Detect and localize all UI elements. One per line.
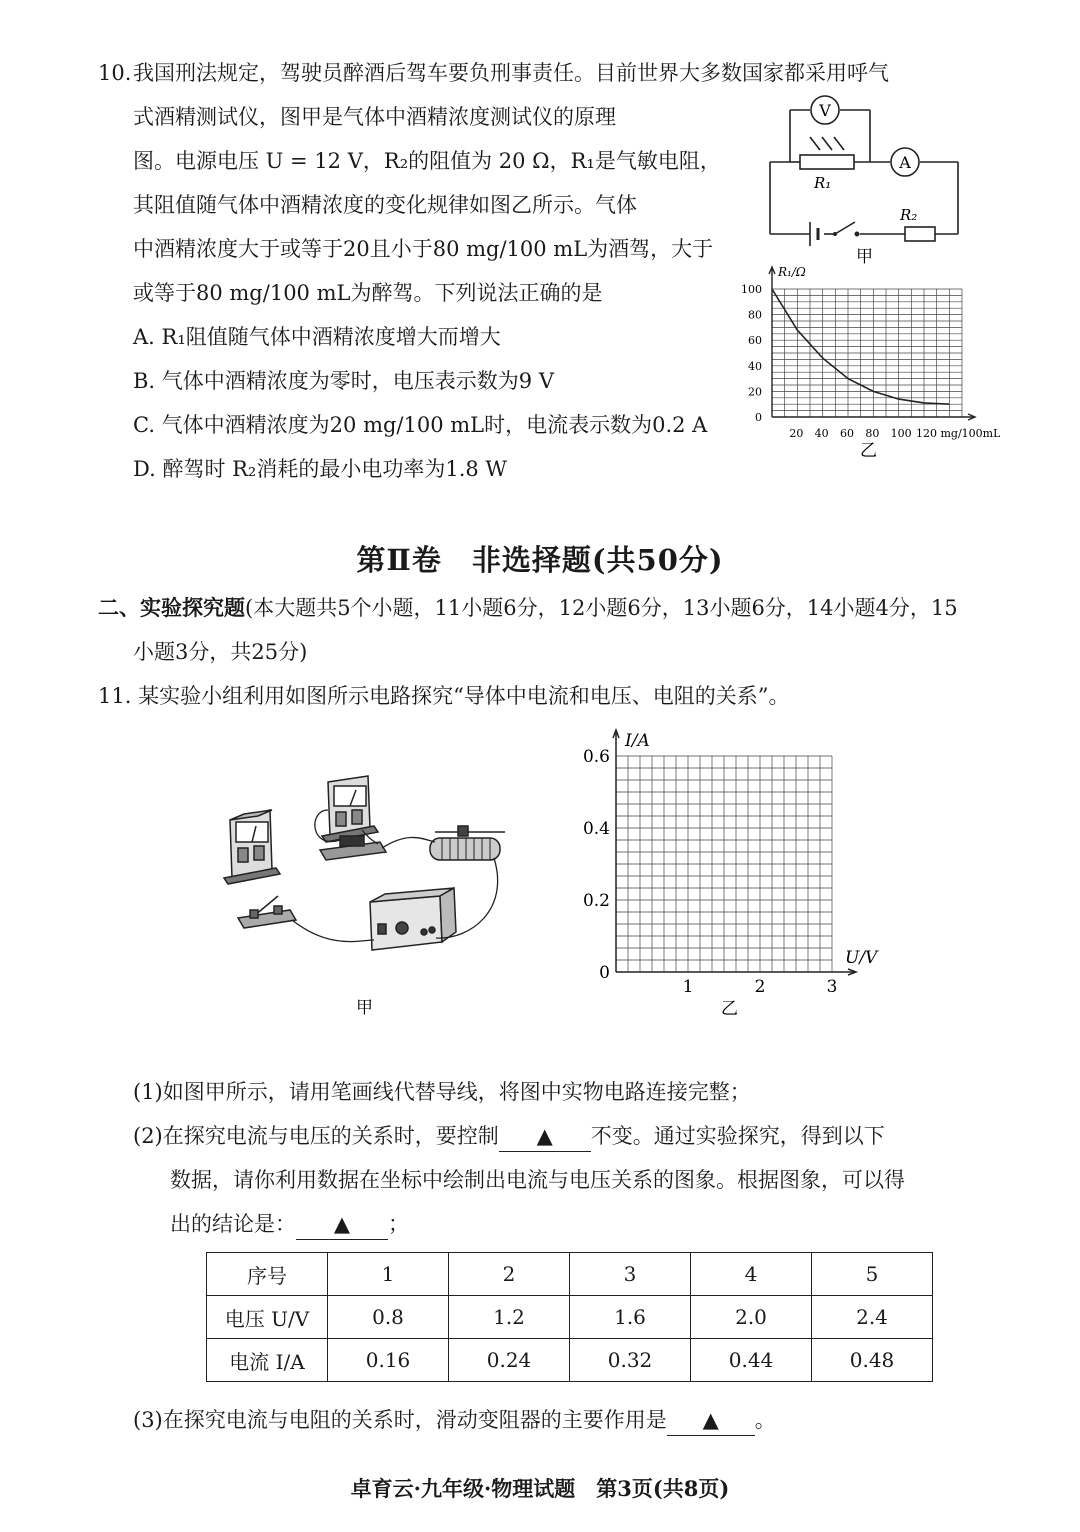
q11-part2-a: (2)在探究电流与电压的关系时，要控制 [133,1124,499,1148]
q10-option-c[interactable]: C. 气体中酒精浓度为20 mg/100 mL时，电流表示数为0.2 A [133,413,708,437]
table-cell: 电流 I/A [207,1339,328,1382]
table-header-row [207,1253,933,1296]
q10-line-4: 其阻值随气体中酒精浓度的变化规律如图乙所示。气体 [133,193,637,217]
q11-part2-line2: 数据，请你利用数据在坐标中绘制出电流与电压关系的图象。根据图象，可以得 [170,1168,905,1192]
ammeter-label: A [899,153,911,172]
q11-part2-line1 [133,1121,885,1152]
circuit-caption: 甲 [856,247,873,267]
r1-concentration-chart [730,262,1000,462]
table-cell: 2 [449,1253,570,1296]
table-cell: 5 [812,1253,933,1296]
r1-y-tick: 100 [741,283,762,296]
q11-blank-1[interactable]: ▲ [499,1121,591,1152]
r1-y-tick: 20 [748,385,762,399]
iu-y-tick: 0.6 [582,747,610,767]
iu-ylabel: I/A [625,731,650,751]
q11-stem: 11. 某实验小组利用如图所示电路探究“导体中电流和电压、电阻的关系”。 [98,684,790,708]
q10-number: 10. [98,61,132,85]
data-table [206,1252,933,1382]
voltmeter-device [322,776,378,842]
wire [382,837,435,848]
r1-chart-caption: 乙 [860,441,877,461]
q11-blank-3[interactable]: ▲ [667,1405,755,1436]
r1-x-tick: 40 [814,427,829,440]
r1-x-tick: 80 [865,427,880,440]
iu-y-tick: 0 [599,963,610,983]
iu-x-tick: 2 [754,977,766,997]
r1-label: R₁ [814,174,832,192]
q10-line-2: 式酒精测试仪，图甲是气体中酒精浓度测试仪的原理 [133,105,616,129]
wire [292,920,374,942]
r1-x-tick: 100 [890,427,912,440]
voltmeter-label: V [819,101,831,120]
table-cell: 1 [328,1253,449,1296]
q10-option-a[interactable]: A. R₁阻值随气体中酒精浓度增大而增大 [133,325,501,349]
r1-y-tick: 80 [748,308,762,322]
table-cell: 4 [691,1253,812,1296]
table-row [207,1296,933,1339]
iu-y-tick: 0.4 [582,819,610,839]
q11-part2-line3-text: 出的结论是： [170,1212,296,1236]
table-cell: 2.0 [691,1296,812,1339]
table-cell: 1.6 [570,1296,691,1339]
r1-y-tick: 60 [748,334,762,348]
q10-line-3: 图。电源电压 U = 12 V，R₂的阻值为 20 Ω，R₁是气敏电阻， [133,149,721,173]
q11-part2-line3-end: ； [388,1212,409,1236]
table-row [207,1339,933,1382]
iu-x-tick: 1 [682,977,694,997]
section-heading-bold: 二、实验探究题 [98,595,245,620]
r2-label: R₂ [900,206,918,224]
q10-line-6: 或等于80 mg/100 mL为醉驾。下列说法正确的是 [133,281,603,305]
r1-y-tick: 0 [755,411,762,424]
section-heading [98,593,958,623]
table-cell: 1.2 [449,1296,570,1339]
section-heading-rest: (本大题共5个小题，11小题6分，12小题6分，13小题6分，14小题4分，15 [245,596,958,620]
circuit-diagram [760,92,970,267]
table-cell: 0.44 [691,1339,812,1382]
q11-part3-text: (3)在探究电流与电阻的关系时，滑动变阻器的主要作用是 [133,1408,667,1432]
r2-resistor [905,227,935,241]
table-cell: 2.4 [812,1296,933,1339]
page-footer: 卓育云·九年级·物理试题 第3页(共8页) [350,1476,730,1501]
apparatus-caption: 甲 [356,998,373,1018]
q11-part1: (1)如图甲所示，请用笔画线代替导线，将图中实物电路连接完整； [133,1080,751,1104]
q10-option-b[interactable]: B. 气体中酒精浓度为零时，电压表示数为9 V [133,369,554,393]
table-cell: 0.8 [328,1296,449,1339]
q11-part3 [133,1405,776,1436]
table-cell: 序号 [207,1253,328,1296]
q11-part2-line3 [170,1209,409,1240]
q11-part3-end: 。 [754,1408,776,1432]
power-supply-device [370,888,456,950]
r1-resistor [800,155,854,169]
table-cell: 0.16 [328,1339,449,1382]
q10-line-1: 我国刑法规定，驾驶员醉酒后驾车要负刑事责任。目前世界大多数国家都采用呼气 [133,61,889,85]
table-cell: 电压 U/V [207,1296,328,1339]
section-heading-line2: 小题3分，共25分) [133,640,308,664]
q10-line-5: 中酒精浓度大于或等于20且小于80 mg/100 mL为酒驾，大于 [133,237,714,261]
table-cell: 0.32 [570,1339,691,1382]
section-title: 第Ⅱ卷 非选择题(共50分) [356,543,724,577]
r1-chart-ylabel: R₁/Ω [778,265,806,279]
apparatus-figure [210,770,530,1020]
q10-option-d[interactable]: D. 醉驾时 R₂消耗的最小电功率为1.8 W [133,457,507,481]
iu-xlabel: U/V [845,948,878,968]
r1-x-tick: 20 [789,427,804,440]
table-cell: 0.48 [812,1339,933,1382]
iu-caption: 乙 [721,999,738,1019]
q11-part2-b: 不变。通过实验探究，得到以下 [590,1124,885,1148]
table-cell: 0.24 [449,1339,570,1382]
q11-blank-2[interactable]: ▲ [296,1209,388,1240]
r1-x-tick: 60 [840,427,854,440]
r1-x-tick: 120 mg/100mL [916,427,1000,440]
rheostat-device [430,826,505,860]
iu-y-tick: 0.2 [582,891,610,911]
ammeter-device [224,810,280,884]
iu-x-tick: 3 [826,977,838,997]
switch-device [238,896,296,928]
r1-y-tick: 40 [748,359,762,373]
table-cell: 3 [570,1253,691,1296]
current-voltage-graph [575,726,885,1021]
